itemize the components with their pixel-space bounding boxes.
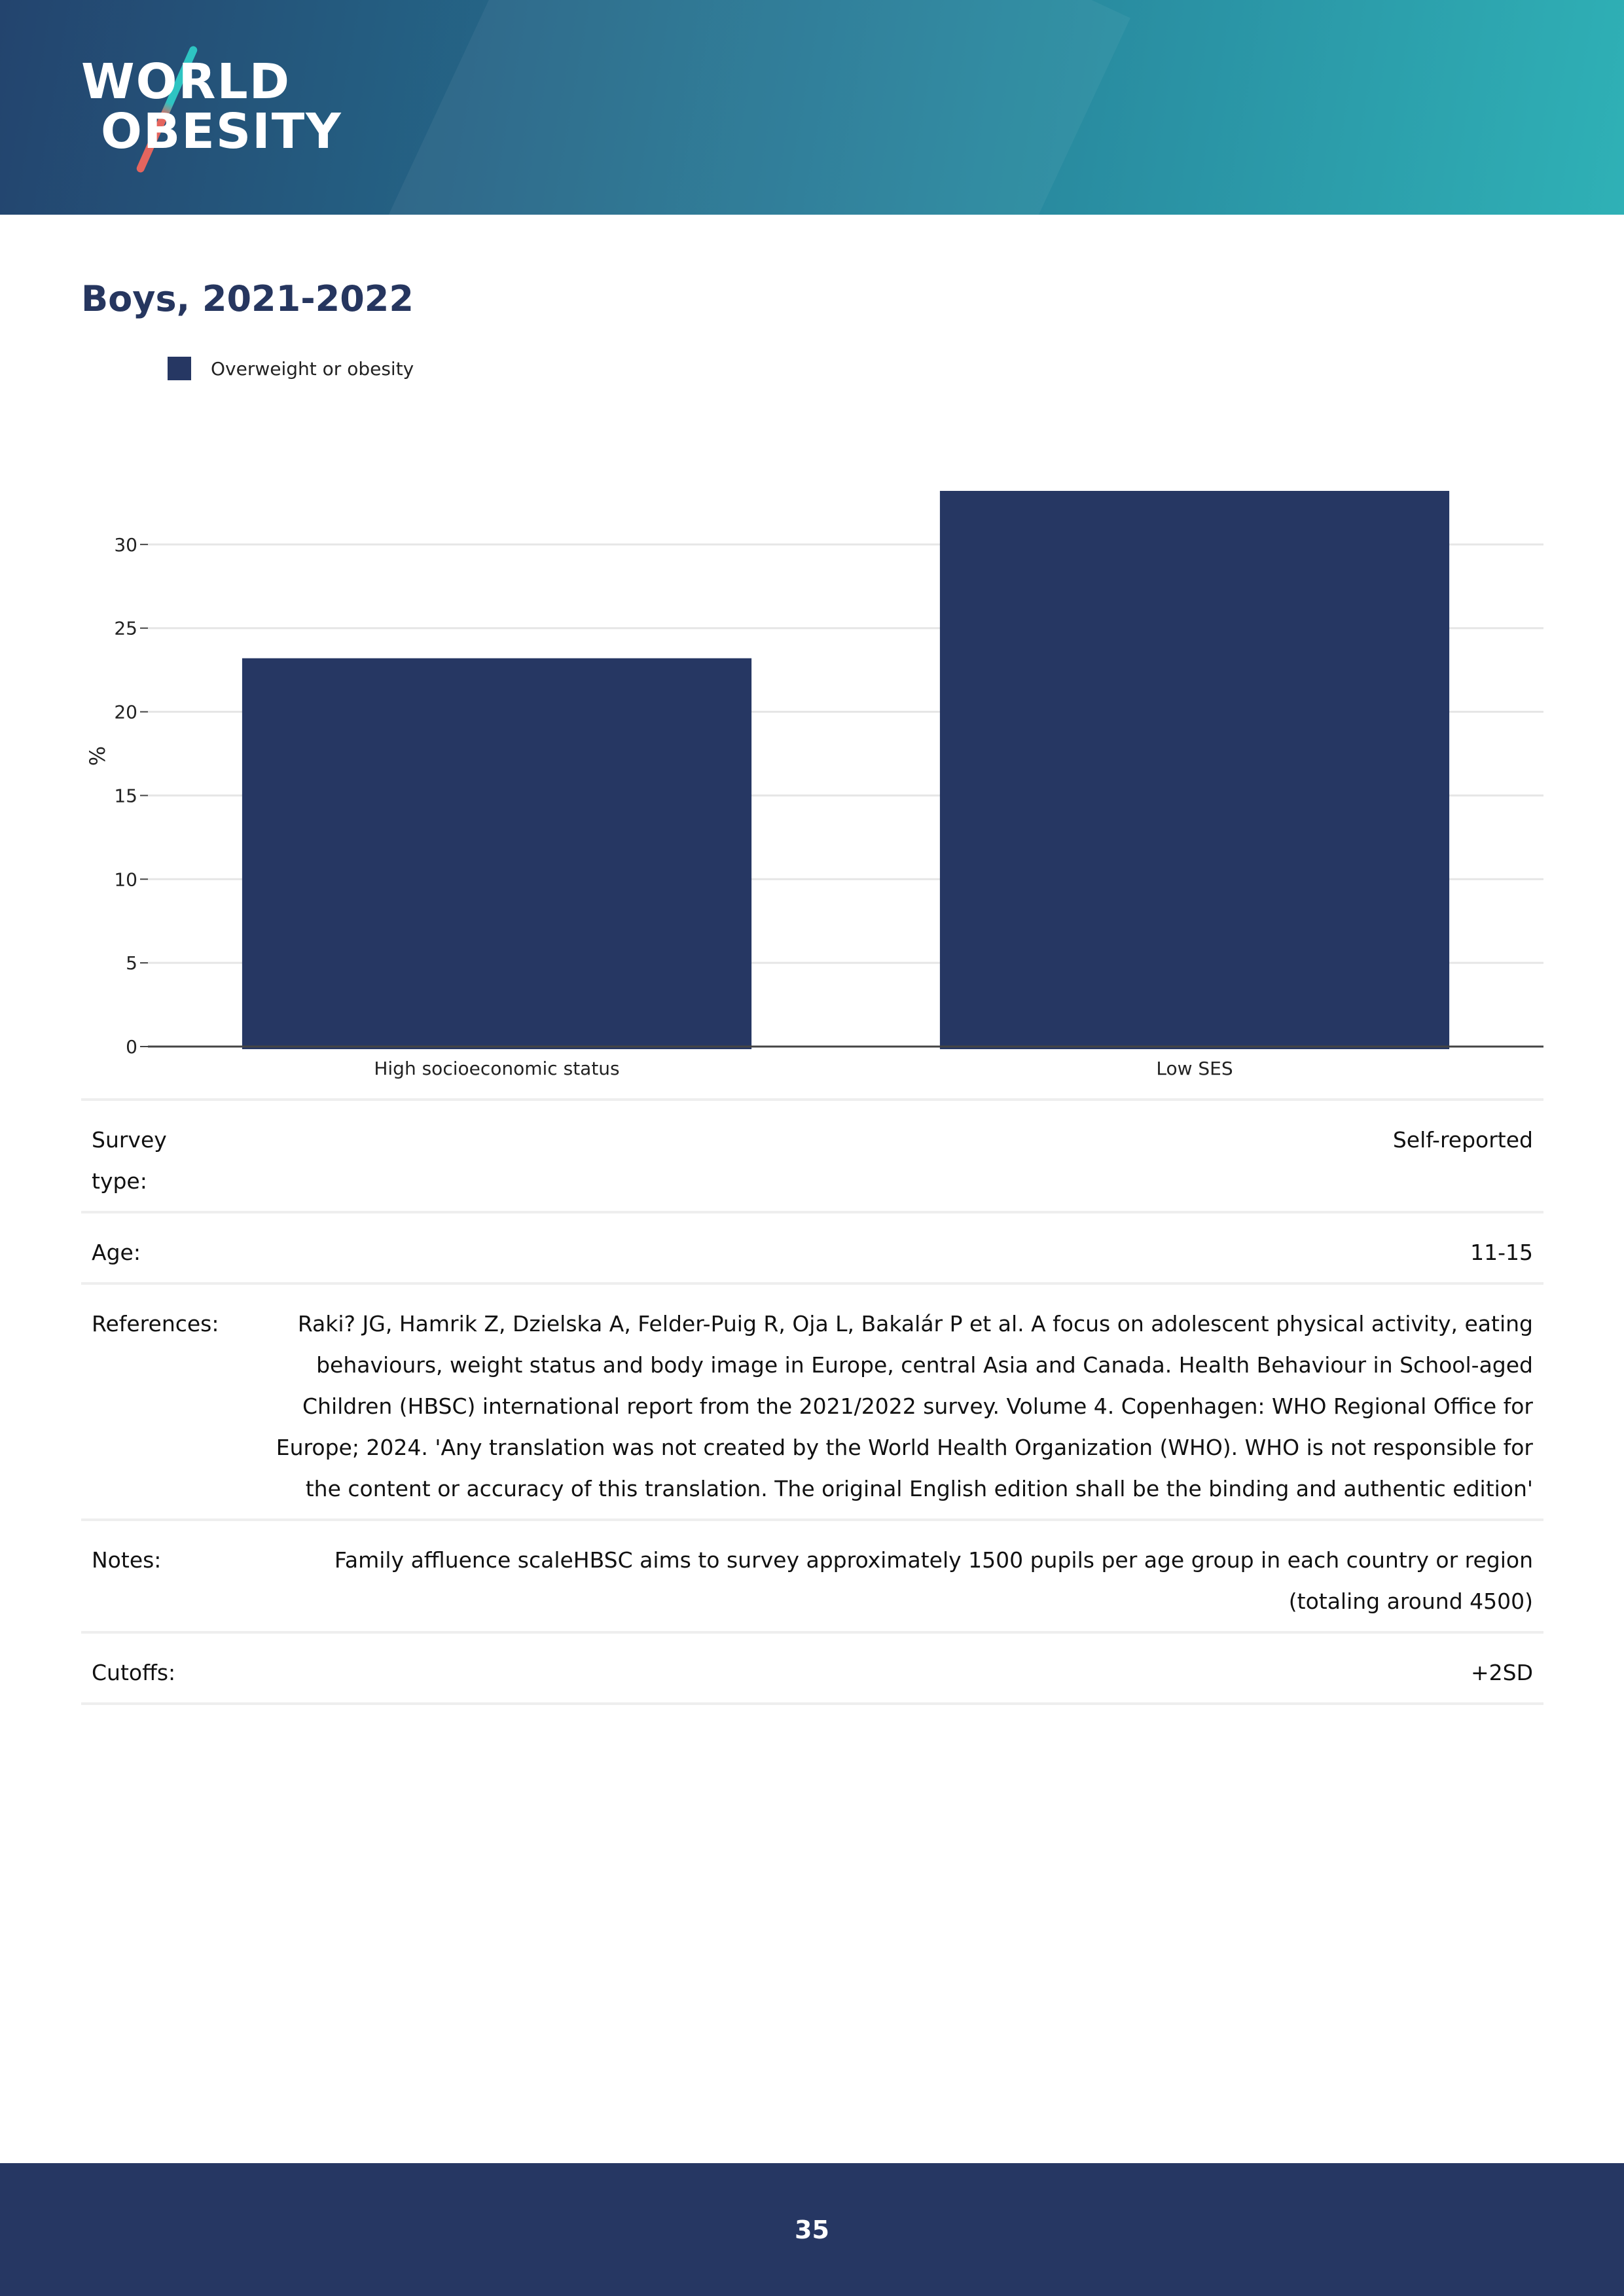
bar-chart: [0, 0, 1624, 1100]
bar-1[interactable]: [940, 491, 1449, 1049]
bar-0[interactable]: [242, 658, 751, 1049]
cutoffs-value: +2SD: [1470, 1660, 1533, 1685]
y-tick-label: 20: [114, 701, 137, 723]
info-table: [81, 1098, 1543, 1705]
y-tick-label: 25: [114, 617, 137, 639]
x-tick-label: Low SES: [1156, 1058, 1233, 1079]
age-row: [81, 1211, 1543, 1282]
y-axis-label: %: [85, 745, 110, 766]
y-tick-label: 0: [126, 1036, 137, 1058]
notes-label: Notes:: [92, 1547, 162, 1573]
y-tick-label: 30: [114, 533, 137, 556]
survey-type-value: Self-reported: [1392, 1127, 1533, 1153]
cutoffs-row: [81, 1631, 1543, 1705]
survey-type-row: [81, 1098, 1543, 1211]
legend-label: Overweight or obesity: [211, 357, 414, 380]
y-tick-label: 15: [114, 785, 137, 807]
x-tick-label: High socioeconomic status: [374, 1058, 620, 1079]
chart-title: Boys, 2021-2022: [81, 278, 414, 319]
age-value: 11-15: [1470, 1240, 1533, 1265]
references-label: References:: [92, 1311, 219, 1336]
page-footer: [0, 2163, 1624, 2296]
bar-layer: [242, 491, 1449, 1049]
y-tick-label: 5: [126, 952, 137, 975]
notes-value: Family affluence scaleHBSC aims to survey approximately 1500 pupils per age group in each country or region (totaling around 4500): [334, 1547, 1533, 1614]
logo-text-line2: OBESITY: [101, 103, 342, 160]
y-tick-label: 10: [114, 869, 137, 891]
cutoffs-label: Cutoffs:: [92, 1660, 176, 1685]
age-label: Age:: [92, 1240, 141, 1265]
references-value: Raki? JG, Hamrik Z, Dzielska A, Felder-Puig R, Oja L, Bakalár P et al. A focus on adolescent physical activity, eating behaviours, weight status and body image in Europe, central Asia and Canada. Health Behaviour in School-aged Children (HBSC) international report from the 2021/2022 survey. Volume 4. Copenhagen: WHO Regional Office for Europe; 2024. 'Any translation was not created by the World Health Organization (WHO). WHO is not responsible for the content or accuracy of this translation. The original English edition shall be the binding and authentic edition': [276, 1311, 1533, 1501]
references-row: [81, 1282, 1543, 1518]
survey-type-label: Survey type:: [92, 1127, 167, 1194]
page-number: 35: [795, 2215, 829, 2244]
notes-row: [81, 1518, 1543, 1631]
logo-text-line1: WORLD: [81, 54, 291, 110]
